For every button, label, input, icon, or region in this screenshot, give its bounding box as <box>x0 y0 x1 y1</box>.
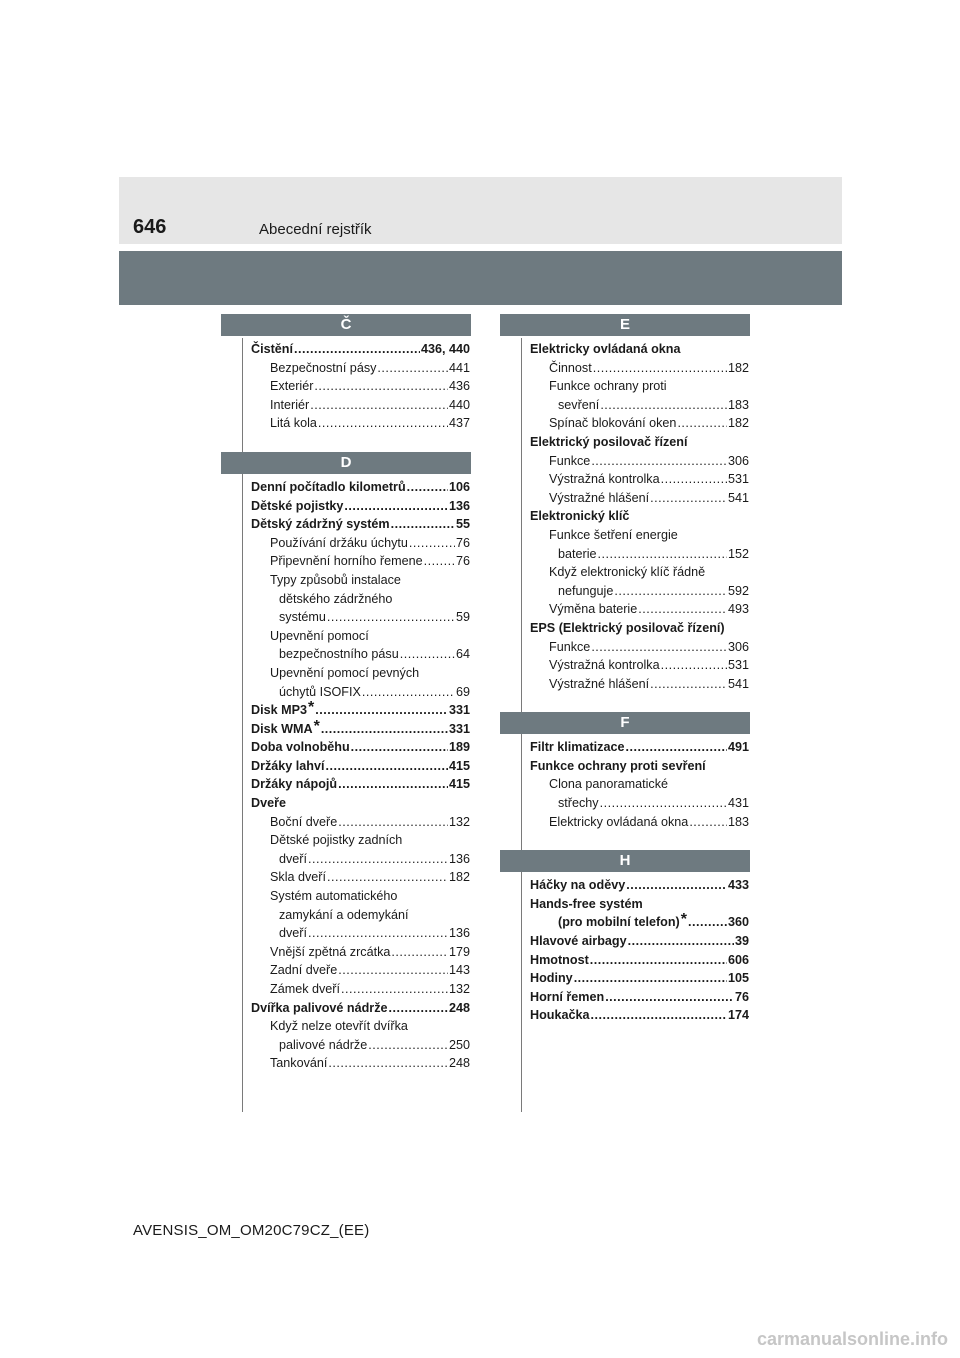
index-entry <box>530 396 749 415</box>
index-entry <box>530 656 749 675</box>
entry-term: Funkce <box>549 639 591 654</box>
entry-term: Hmotnost <box>530 952 589 967</box>
dot-leader <box>362 683 455 702</box>
entry-term: Disk WMA <box>251 721 313 736</box>
entry-term: Funkce šetření energie <box>549 527 678 542</box>
page-reference: 415 <box>448 777 470 792</box>
page-reference: 248 <box>448 1056 470 1071</box>
entry-term: Elektrický posilovač řízení <box>530 434 688 449</box>
index-entry <box>530 1006 749 1025</box>
index-entry <box>251 1017 470 1036</box>
index-entry <box>530 414 749 433</box>
page-reference: 306 <box>727 639 749 654</box>
page-reference: 531 <box>727 658 749 673</box>
page-reference: 436, 440 <box>420 342 470 356</box>
index-entry <box>251 794 470 813</box>
entry-term: Funkce ochrany proti <box>549 379 667 394</box>
page-reference: 132 <box>448 814 470 829</box>
index-entry <box>530 813 749 832</box>
entry-term: Houkačka <box>530 1008 590 1023</box>
page-reference: 531 <box>727 472 749 487</box>
page-reference: 39 <box>734 934 749 949</box>
section-title: Abecední rejstřík <box>259 221 372 238</box>
index-entry <box>530 600 749 619</box>
entry-term: Hodiny <box>530 971 573 986</box>
dot-leader <box>407 478 448 497</box>
dot-leader <box>600 396 727 415</box>
index-entry <box>251 813 470 832</box>
entry-term: Denní počítadlo kilometrů <box>251 479 406 494</box>
dot-leader <box>638 600 727 619</box>
page-reference: 76 <box>455 554 470 569</box>
dot-leader <box>389 999 448 1018</box>
footnote-star: * <box>680 911 687 929</box>
index-entry <box>530 507 749 526</box>
index-entry <box>251 396 470 415</box>
entry-term: Výstražná kontrolka <box>549 472 660 487</box>
index-entry <box>251 831 470 850</box>
entry-term: Háčky na oděvy <box>530 878 626 893</box>
index-entry <box>530 895 749 914</box>
page-reference: 76 <box>455 535 470 550</box>
entry-term: sevření <box>558 397 600 412</box>
index-entry-list <box>251 340 470 433</box>
index-entry <box>251 414 470 433</box>
entry-term: Dětský zádržný systém <box>251 517 390 532</box>
dot-leader <box>591 638 727 657</box>
index-entry <box>530 433 749 452</box>
page-reference: 415 <box>448 758 470 773</box>
entry-term: Upevnění pomocí <box>270 628 369 643</box>
dot-leader <box>400 645 455 664</box>
page-reference: 331 <box>448 703 470 718</box>
index-entry <box>251 980 470 999</box>
index-entry <box>251 590 470 609</box>
dot-leader <box>688 913 727 932</box>
dot-leader <box>328 1054 448 1073</box>
page-reference: 331 <box>448 721 470 736</box>
entry-term: Dveře <box>251 796 287 811</box>
entry-term: Vnější zpětná zrcátka <box>270 944 391 959</box>
page-reference: 541 <box>727 676 749 691</box>
dot-leader <box>409 534 455 553</box>
index-entry <box>530 913 749 932</box>
index-entry <box>251 377 470 396</box>
footnote-star: * <box>308 698 315 716</box>
entry-term: dveří <box>279 926 307 941</box>
page-reference: 182 <box>448 870 470 885</box>
page-reference: 189 <box>448 740 470 755</box>
entry-term: Clona panoramatické <box>549 777 669 792</box>
dot-leader <box>591 1006 727 1025</box>
entry-term: Bezpečnostní pásy <box>270 360 377 375</box>
page-reference: 136 <box>448 851 470 866</box>
page-reference: 64 <box>455 647 470 662</box>
dot-leader <box>600 794 727 813</box>
dot-leader <box>614 582 727 601</box>
entry-term: Boční dveře <box>270 814 338 829</box>
index-entry <box>251 906 470 925</box>
page-reference: 493 <box>727 602 749 617</box>
dot-leader <box>689 813 727 832</box>
entry-term: Skla dveří <box>270 870 326 885</box>
entry-term: Typy způsobů instalace <box>270 572 401 587</box>
page-reference: 306 <box>727 453 749 468</box>
index-entry <box>251 515 470 534</box>
index-entry <box>530 582 749 601</box>
index-entry <box>251 868 470 887</box>
index-entry <box>251 999 470 1018</box>
index-entry <box>251 961 470 980</box>
page-reference: 132 <box>448 982 470 996</box>
page-reference: 491 <box>727 740 749 755</box>
entry-term: Dvířka palivové nádrže <box>251 1000 388 1015</box>
index-entry <box>251 627 470 646</box>
dot-leader <box>650 675 727 694</box>
dot-leader <box>391 943 448 962</box>
index-entry <box>530 738 749 757</box>
entry-term: bezpečnostního pásu <box>279 647 399 662</box>
page-reference: 182 <box>727 360 749 375</box>
page-reference: 431 <box>727 796 749 811</box>
index-entry <box>530 988 749 1007</box>
dot-leader <box>308 850 448 869</box>
entry-term: Hlavové airbagy <box>530 934 627 949</box>
entry-term: dětského zádržného <box>279 591 393 606</box>
letter-heading: H <box>500 850 750 872</box>
index-entry <box>530 545 749 564</box>
page-reference: 59 <box>455 610 470 625</box>
index-entry <box>251 775 470 794</box>
index-entry <box>530 470 749 489</box>
index-entry-list <box>530 876 749 1025</box>
index-entry <box>530 526 749 545</box>
index-entry <box>530 619 749 638</box>
document-code: AVENSIS_OM_OM20C79CZ_(EE) <box>133 1222 370 1239</box>
entry-term: (pro mobilní telefon) <box>558 915 680 930</box>
dot-leader <box>424 552 455 571</box>
dot-leader <box>661 470 727 489</box>
index-entry <box>530 876 749 895</box>
dot-leader <box>351 738 448 757</box>
entry-term: zamykání a odemykání <box>279 907 409 922</box>
page-reference: 143 <box>448 963 470 978</box>
entry-term: Čistění <box>251 342 293 356</box>
index-entry <box>530 340 749 359</box>
index-entry <box>251 534 470 553</box>
dot-leader <box>308 924 448 943</box>
page-reference: 105 <box>727 971 749 986</box>
dot-leader <box>344 497 448 516</box>
dot-leader <box>315 701 448 720</box>
entry-term: Výstražné hlášení <box>549 676 650 691</box>
page-reference: 441 <box>448 360 470 375</box>
page-reference: 136 <box>448 926 470 941</box>
dot-leader <box>661 656 727 675</box>
dot-leader <box>318 414 448 433</box>
index-entry <box>251 608 470 627</box>
dot-leader <box>310 396 448 415</box>
page-reference: 541 <box>727 490 749 505</box>
header-dark-band <box>119 251 842 305</box>
entry-term: Spínač blokování oken <box>549 416 677 431</box>
page-reference: 179 <box>448 944 470 959</box>
index-entry <box>251 887 470 906</box>
page-reference: 136 <box>448 498 470 513</box>
entry-term: baterie <box>558 546 597 561</box>
index-entry <box>530 377 749 396</box>
entry-term: Upevnění pomocí pevných <box>270 665 420 680</box>
index-entry <box>251 943 470 962</box>
index-entry <box>251 1036 470 1055</box>
index-column-left <box>251 314 470 1073</box>
page-reference: 592 <box>727 583 749 598</box>
entry-term: Exteriér <box>270 379 314 394</box>
index-entry <box>251 683 470 702</box>
entry-term: Horní řemen <box>530 989 605 1004</box>
index-entry <box>530 932 749 951</box>
entry-term: Dětské pojistky zadních <box>270 833 403 848</box>
index-entry <box>251 571 470 590</box>
page-reference: 152 <box>727 546 749 561</box>
page-reference: 433 <box>727 878 749 893</box>
dot-leader <box>377 359 448 378</box>
dot-leader <box>598 545 727 564</box>
entry-term: Když elektronický klíč řádně <box>549 565 706 580</box>
index-entry <box>251 497 470 516</box>
page-reference: 69 <box>455 684 470 699</box>
page-reference: 55 <box>455 517 470 532</box>
page-reference: 183 <box>727 814 749 829</box>
index-entry <box>251 698 470 720</box>
dot-leader <box>593 359 727 378</box>
letter-heading: E <box>500 314 750 336</box>
entry-term: dveří <box>279 851 307 866</box>
dot-leader <box>341 980 448 999</box>
entry-term: Držáky nápojů <box>251 777 338 792</box>
entry-term: Funkce ochrany proti sevření <box>530 758 706 773</box>
page-reference: 436 <box>448 379 470 394</box>
watermark: carmanualsonline.info <box>756 1329 948 1349</box>
entry-term: střechy <box>558 796 599 811</box>
index-entry <box>530 489 749 508</box>
dot-leader <box>327 868 448 887</box>
page-reference: 183 <box>727 397 749 412</box>
dot-leader <box>338 961 448 980</box>
index-entry <box>530 359 749 378</box>
dot-leader <box>626 876 727 895</box>
dot-leader <box>326 757 448 776</box>
index-entry <box>530 452 749 471</box>
page-reference: 606 <box>727 952 749 967</box>
page-reference: 174 <box>727 1008 749 1023</box>
index-entry-list <box>530 340 749 693</box>
entry-term: Funkce <box>549 453 591 468</box>
page-reference: 360 <box>727 915 749 930</box>
dot-leader <box>626 738 727 757</box>
index-entry <box>251 664 470 683</box>
page-reference: 440 <box>448 397 470 412</box>
entry-term: úchytů ISOFIX <box>279 684 361 699</box>
entry-term: Připevnění horního řemene <box>270 554 423 569</box>
dot-leader <box>605 988 734 1007</box>
entry-term: nefunguje <box>558 583 614 598</box>
index-entry <box>530 951 749 970</box>
page-reference: 76 <box>734 989 749 1004</box>
index-entry <box>251 1054 470 1073</box>
dot-leader <box>591 452 727 471</box>
index-entry <box>530 775 749 794</box>
entry-term: systému <box>279 610 326 625</box>
entry-term: Zadní dveře <box>270 963 338 978</box>
page-reference: 250 <box>448 1037 470 1052</box>
dot-leader <box>628 932 734 951</box>
entry-term: Činnost <box>549 360 592 375</box>
index-entry <box>251 850 470 869</box>
dot-leader <box>368 1036 448 1055</box>
dot-leader <box>590 951 727 970</box>
index-entry <box>530 675 749 694</box>
entry-term: Elektricky ovládaná okna <box>530 342 681 356</box>
letter-heading: F <box>500 712 750 734</box>
dot-leader <box>677 414 727 433</box>
index-entry <box>251 340 470 359</box>
index-entry <box>251 645 470 664</box>
index-entry <box>251 924 470 943</box>
page-reference: 182 <box>727 416 749 431</box>
index-entry <box>530 969 749 988</box>
entry-term: Systém automatického <box>270 889 398 904</box>
letter-heading: D <box>221 452 471 474</box>
index-entry <box>530 638 749 657</box>
entry-term: Zámek dveří <box>270 982 340 996</box>
page-reference: 106 <box>448 479 470 494</box>
entry-term: Držáky lahví <box>251 758 325 773</box>
entry-term: Tankování <box>270 1056 328 1071</box>
index-entry <box>251 717 470 739</box>
index-column-right <box>530 314 749 1025</box>
dot-leader <box>314 377 448 396</box>
index-entry <box>251 738 470 757</box>
page-number: 646 <box>133 216 167 238</box>
entry-term: Elektronický klíč <box>530 509 630 524</box>
index-entry-list <box>530 738 749 831</box>
index-entry <box>530 794 749 813</box>
dot-leader <box>321 720 448 739</box>
entry-term: Interiér <box>270 397 310 412</box>
entry-term: palivové nádrže <box>279 1037 368 1052</box>
entry-term: Filtr klimatizace <box>530 740 625 755</box>
footnote-star: * <box>313 717 320 735</box>
dot-leader <box>338 775 448 794</box>
entry-term: Elektricky ovládaná okna <box>549 814 689 829</box>
header-band <box>119 177 842 244</box>
entry-term: Když nelze otevřít dvířka <box>270 1019 408 1034</box>
dot-leader <box>391 515 455 534</box>
index-entry <box>251 478 470 497</box>
entry-term: Disk MP3 <box>251 703 307 718</box>
index-entry <box>530 563 749 582</box>
entry-term: Doba volnoběhu <box>251 740 350 755</box>
entry-term: Výstražné hlášení <box>549 490 650 505</box>
dot-leader <box>574 969 727 988</box>
entry-term: Výměna baterie <box>549 602 638 617</box>
page-reference: 248 <box>448 1000 470 1015</box>
entry-term: Výstražná kontrolka <box>549 658 660 673</box>
dot-leader <box>338 813 448 832</box>
index-entry <box>530 757 749 776</box>
entry-term: Dětské pojistky <box>251 498 344 513</box>
index-entry-list <box>251 478 470 1073</box>
entry-term: Hands-free systém <box>530 896 643 911</box>
dot-leader <box>650 489 727 508</box>
index-entry <box>251 552 470 571</box>
page-reference: 437 <box>448 416 470 431</box>
dot-leader <box>327 608 455 627</box>
entry-term: EPS (Elektrický posilovač řízení) <box>530 620 725 635</box>
index-entry <box>251 359 470 378</box>
index-entry <box>251 757 470 776</box>
entry-term: Používání držáku úchytu <box>270 535 408 550</box>
entry-term: Litá kola <box>270 416 317 431</box>
dot-leader <box>294 340 420 359</box>
letter-heading: Č <box>221 314 471 336</box>
